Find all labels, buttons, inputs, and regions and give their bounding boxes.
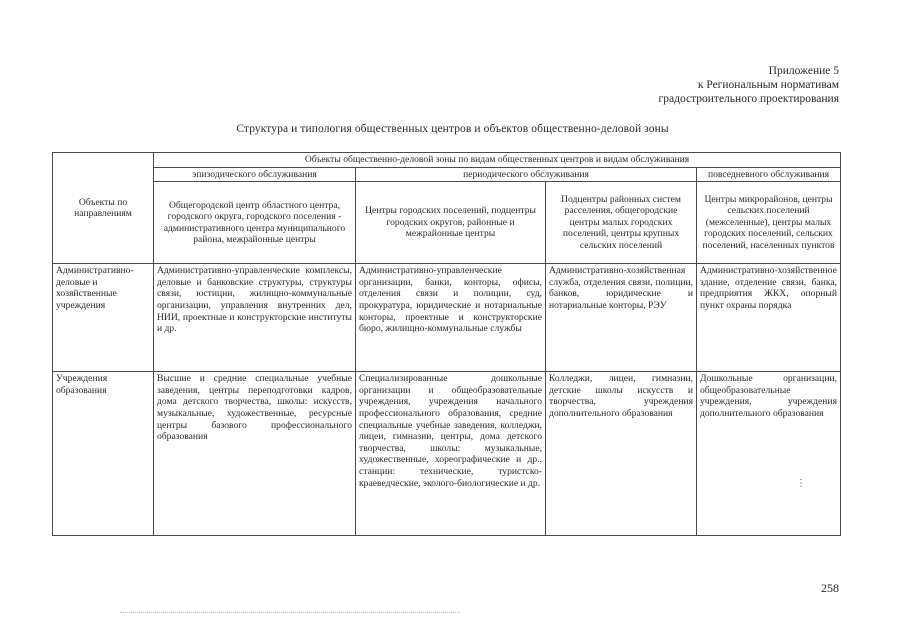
scan-artifact <box>120 612 460 615</box>
table-cell: Административно-хозяйственная служба, отделения связи, полиции, банков, юридические и нотариальные конторы, РЭУ <box>546 264 697 372</box>
appendix-line-1: Приложение 5 <box>768 65 839 77</box>
table-cell: Административно-управленческие организации, банки, конторы, офисы, отделения связи и полиции, суд, прокуратура, юридические и нотариальные конторы, проектные и конструкторские бюро, жилищно-коммунальные службы <box>356 264 546 372</box>
table-header-row <box>53 153 841 168</box>
service-episodic: эпизодического обслуживания <box>154 167 356 182</box>
service-daily: повседневного обслуживания <box>697 167 841 182</box>
appendix-header <box>659 64 839 106</box>
document-title: Структура и типология общественных центров и объектов общественно-деловой зоны <box>236 123 669 135</box>
center-type-cell: Подцентры районных систем расселения, общегородские центры малых городских поселений, центры крупных сельских поселений <box>546 182 697 264</box>
center-type-row <box>53 182 841 264</box>
objects-header: Объекты по направлениям <box>53 153 154 264</box>
row-label: Административно-деловые и хозяйственные учреждения <box>53 264 154 372</box>
service-periodic: периодического обслуживания <box>356 167 697 182</box>
table-cell: Дошкольные организации, общеобразовательные учреждения, учреждения дополнительного образования <box>697 372 841 536</box>
center-type-cell: Центры городских поселений, подцентры городских округов, районные и межрайонные центры <box>356 182 546 264</box>
table-cell: Административно-управленческие комплексы, деловые и банковские структуры, структуры связи, юстиции, жилищно-коммунальные организации, управления внутренних дел, НИИ, проектные и конструкторские институты и др. <box>154 264 356 372</box>
table-row <box>53 264 841 372</box>
center-type-cell: Центры микрорайонов, центры сельских поселений (межселенные), центры малых городских поселений, сельских поселений, населенных пунктов <box>697 182 841 264</box>
table-cell: Колледжи, лицеи, гимназии, детские школы искусств и творчества, учреждения дополнительного образования <box>546 372 697 536</box>
table-cell: Специализированные дошкольные организации и общеобразовательные учреждения, учреждения начального профессионального образования, средние специальные учебные заведения, колледжи, лицеи, гимназии, центры, дома детского творчества, школы: музыкальные, художественные, хореографические и др., станции: технические, туристско-краеведческие, эколого-биологические и др. <box>356 372 546 536</box>
appendix-line-2: к Региональным нормативам <box>697 79 839 91</box>
service-type-row <box>53 167 841 182</box>
table-cell: Высшие и средние специальные учебные заведения, центры переподготовки кадров, дома детского творчества, школы: искусств, музыкальные, художественные, ресурсные центры базового профессионального образования <box>154 372 356 536</box>
page-number: 258 <box>821 581 839 595</box>
scan-mark: ⋮ <box>796 478 806 489</box>
appendix-line-3: градостроительного проектирования <box>658 93 839 105</box>
row-label: Учреждения образования <box>53 372 154 536</box>
zone-header: Объекты общественно-деловой зоны по видам общественных центров и видам обслуживания <box>154 153 841 168</box>
table-cell: Административно-хозяйственное здание, отделение связи, банка, предприятия ЖКХ, опорный пункт охраны порядка <box>697 264 841 372</box>
table-row <box>53 372 841 536</box>
typology-table <box>52 152 841 536</box>
center-type-cell: Общегородской центр областного центра, городского округа, городского поселения - административного центра муниципального района, межрайонные центры <box>154 182 356 264</box>
